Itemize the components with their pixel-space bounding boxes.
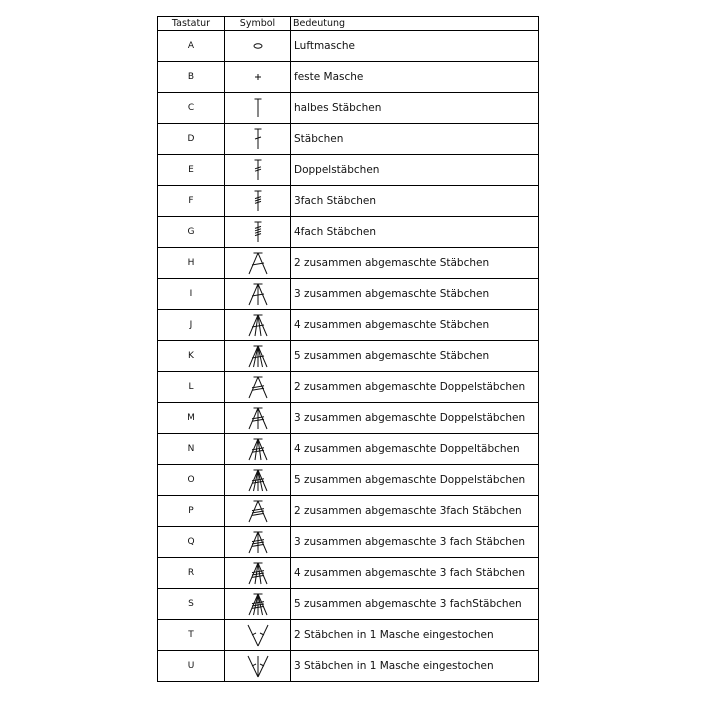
row-meaning: 3 zusammen abgemaschte Stäbchen — [294, 288, 490, 300]
row-meaning: 4 zusammen abgemaschte Doppeltäbchen — [294, 443, 520, 455]
row-meaning: 2 zusammen abgemaschte Doppelstäbchen — [294, 381, 526, 393]
row-key: M — [158, 403, 225, 433]
table-row — [157, 651, 539, 682]
table-body — [157, 31, 539, 682]
row-meaning: 4 zusammen abgemaschte 3 fach Stäbchen — [294, 567, 526, 579]
table-row — [157, 527, 539, 558]
table-row — [157, 186, 539, 217]
double-treble-icon — [246, 188, 270, 214]
row-key: C — [158, 93, 225, 123]
row-meaning: 4 zusammen abgemaschte Stäbchen — [294, 319, 490, 331]
dtr3tog-icon — [246, 529, 270, 555]
row-meaning: 2 zusammen abgemaschte Stäbchen — [294, 257, 490, 269]
dc3tog-icon — [246, 281, 270, 307]
half-double-crochet-icon — [246, 95, 270, 121]
table-row — [157, 434, 539, 465]
row-symbol — [225, 155, 291, 185]
table-row — [157, 403, 539, 434]
table-row — [157, 496, 539, 527]
row-key: L — [158, 372, 225, 402]
row-key: O — [158, 465, 225, 495]
row-meaning: Doppelstäbchen — [294, 164, 380, 176]
header-meaning: Bedeutung — [293, 18, 346, 29]
row-meaning: Stäbchen — [294, 133, 344, 145]
row-key: T — [158, 620, 225, 650]
row-symbol — [225, 248, 291, 278]
row-symbol — [225, 186, 291, 216]
table-row — [157, 124, 539, 155]
single-crochet-icon — [246, 64, 270, 90]
row-key: G — [158, 217, 225, 247]
row-key: F — [158, 186, 225, 216]
row-symbol — [225, 465, 291, 495]
row-symbol — [225, 217, 291, 247]
dc4tog-icon — [246, 312, 270, 338]
row-key: R — [158, 558, 225, 588]
table-row — [157, 279, 539, 310]
table-row — [157, 372, 539, 403]
table-row — [157, 589, 539, 620]
row-symbol — [225, 558, 291, 588]
row-symbol — [225, 620, 291, 650]
row-symbol — [225, 496, 291, 526]
row-symbol — [225, 403, 291, 433]
row-symbol — [225, 310, 291, 340]
row-symbol — [225, 93, 291, 123]
row-key: E — [158, 155, 225, 185]
tr5tog-icon — [246, 467, 270, 493]
table-row — [157, 31, 539, 62]
row-meaning: 3 zusammen abgemaschte 3 fach Stäbchen — [294, 536, 526, 548]
table-header — [157, 16, 539, 31]
double-crochet-icon — [246, 126, 270, 152]
dtr2tog-icon — [246, 498, 270, 524]
row-symbol — [225, 434, 291, 464]
row-symbol — [225, 31, 291, 61]
table-row — [157, 248, 539, 279]
tr2tog-icon — [246, 374, 270, 400]
table-row — [157, 62, 539, 93]
tr4tog-icon — [246, 436, 270, 462]
header-symbol: Symbol — [225, 17, 291, 30]
table-row — [157, 341, 539, 372]
table-row — [157, 217, 539, 248]
row-meaning: halbes Stäbchen — [294, 102, 382, 114]
row-meaning: 3 Stäbchen in 1 Masche eingestochen — [294, 660, 494, 672]
row-symbol — [225, 527, 291, 557]
row-symbol — [225, 124, 291, 154]
row-symbol — [225, 372, 291, 402]
row-meaning: 4fach Stäbchen — [294, 226, 377, 238]
row-key: D — [158, 124, 225, 154]
dtr5tog-icon — [246, 591, 270, 617]
table-row — [157, 620, 539, 651]
dc2tog-icon — [246, 250, 270, 276]
row-meaning: 3 zusammen abgemaschte Doppelstäbchen — [294, 412, 526, 424]
row-key: Q — [158, 527, 225, 557]
dc3-in-one-stitch-icon — [246, 653, 270, 679]
row-key: A — [158, 31, 225, 61]
row-meaning: 2 Stäbchen in 1 Masche eingestochen — [294, 629, 494, 641]
row-key: J — [158, 310, 225, 340]
row-symbol — [225, 279, 291, 309]
row-symbol — [225, 341, 291, 371]
dc5tog-icon — [246, 343, 270, 369]
row-symbol — [225, 651, 291, 681]
row-meaning: Luftmasche — [294, 40, 355, 52]
row-meaning: feste Masche — [294, 71, 364, 83]
row-key: I — [158, 279, 225, 309]
crochet-symbol-table — [157, 16, 539, 682]
tr3tog-icon — [246, 405, 270, 431]
dtr4tog-icon — [246, 560, 270, 586]
treble-crochet-icon — [246, 157, 270, 183]
row-meaning: 2 zusammen abgemaschte 3fach Stäbchen — [294, 505, 522, 517]
row-key: H — [158, 248, 225, 278]
row-key: N — [158, 434, 225, 464]
table-row — [157, 310, 539, 341]
row-symbol — [225, 589, 291, 619]
row-meaning: 5 zusammen abgemaschte Stäbchen — [294, 350, 490, 362]
row-key: U — [158, 651, 225, 681]
table-row — [157, 155, 539, 186]
row-symbol — [225, 62, 291, 92]
row-meaning: 5 zusammen abgemaschte Doppelstäbchen — [294, 474, 526, 486]
chain-stitch-icon — [246, 33, 270, 59]
row-meaning: 5 zusammen abgemaschte 3 fachStäbchen — [294, 598, 522, 610]
triple-treble-icon — [246, 219, 270, 245]
row-key: S — [158, 589, 225, 619]
table-row — [157, 465, 539, 496]
table-row — [157, 558, 539, 589]
row-key: K — [158, 341, 225, 371]
header-key: Tastatur — [158, 17, 225, 30]
table-row — [157, 93, 539, 124]
row-key: P — [158, 496, 225, 526]
row-meaning: 3fach Stäbchen — [294, 195, 377, 207]
dc2-in-one-stitch-icon — [246, 622, 270, 648]
row-key: B — [158, 62, 225, 92]
